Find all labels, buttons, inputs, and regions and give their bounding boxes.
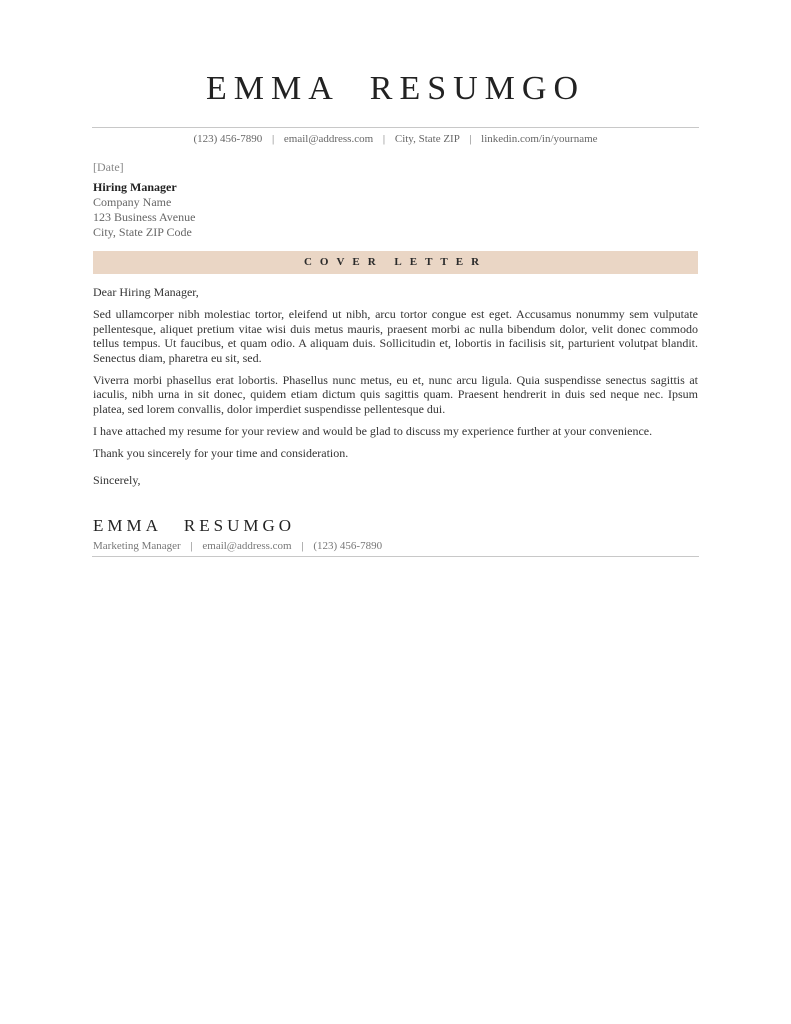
recipient-name: Hiring Manager xyxy=(93,180,177,194)
signature-separator: | xyxy=(190,540,193,552)
header-name xyxy=(0,70,791,108)
salutation: Dear Hiring Manager, xyxy=(93,285,199,299)
section-title: COVER LETTER xyxy=(303,256,488,268)
signature-email[interactable]: email@address.com xyxy=(202,540,292,552)
contact-separator: | xyxy=(382,133,386,145)
contact-location: City, State ZIP xyxy=(394,133,460,145)
signature-first-name: EMMA xyxy=(93,516,162,535)
contact-separator: | xyxy=(271,133,275,145)
recipient-company: Company Name xyxy=(93,195,172,209)
letter-date: [Date] xyxy=(93,160,124,174)
paragraph-1: Sed ullamcorper nibh molestiac tortor, eleifend ut nibh, arcu tortor congue est eget. Accusamus nonummy sem vulputate pellentesque, aliquet pretium vitae wisi duis metus mauris, praesent morbi ac nulla bibendum dolor, velit donec commodo tellus tempus. Ut faucibus, et quam odio. A aliquam duis. Sollicitudin et, lobortis in facilisis sit, parturient volutpat blandit. Senectus diam, pharetra eu sit, sed. xyxy=(93,307,698,365)
contact-linkedin[interactable]: linkedin.com/in/yourname xyxy=(481,133,598,145)
paragraph-3: I have attached my resume for your review and would be glad to discuss my experience further at your convenience. xyxy=(93,423,653,438)
signature-meta xyxy=(93,540,382,552)
signature-divider xyxy=(92,556,699,557)
recipient-city: City, State ZIP Code xyxy=(93,225,192,239)
recipient-block xyxy=(93,180,698,240)
signature-name xyxy=(93,516,295,536)
contact-separator: | xyxy=(469,133,472,145)
contact-phone: (123) 456-7890 xyxy=(193,133,263,145)
header-last-name: RESUMGO xyxy=(369,70,586,107)
recipient-street: 123 Business Avenue xyxy=(93,210,196,224)
closing: Sincerely, xyxy=(93,473,141,487)
paragraph-2: Viverra morbi phasellus erat lobortis. Phasellus nunc metus, eu et, nunc arcu ligula. Quia suspendisse senectus sagittis at iaculis, nibh urna in sit donec, quidem etiam dictum quis sagittis quam. Praesent hendrerit in duis sed neque nec. Ipsum platea, sed lorem convallis, dolor imperdiet suspendisse pellentesque dui. xyxy=(93,372,698,416)
contact-email[interactable]: email@address.com xyxy=(283,133,374,145)
contact-line xyxy=(0,133,791,145)
signature-separator: | xyxy=(301,540,304,552)
signature-last-name: RESUMGO xyxy=(183,516,296,535)
signature-phone: (123) 456-7890 xyxy=(313,540,383,552)
signature-title: Marketing Manager xyxy=(93,540,181,552)
header-divider xyxy=(92,127,699,128)
header-first-name: EMMA xyxy=(205,70,340,107)
paragraph-4: Thank you sincerely for your time and consideration. xyxy=(93,445,349,460)
letter-body xyxy=(93,285,698,495)
section-title-band xyxy=(93,251,698,274)
